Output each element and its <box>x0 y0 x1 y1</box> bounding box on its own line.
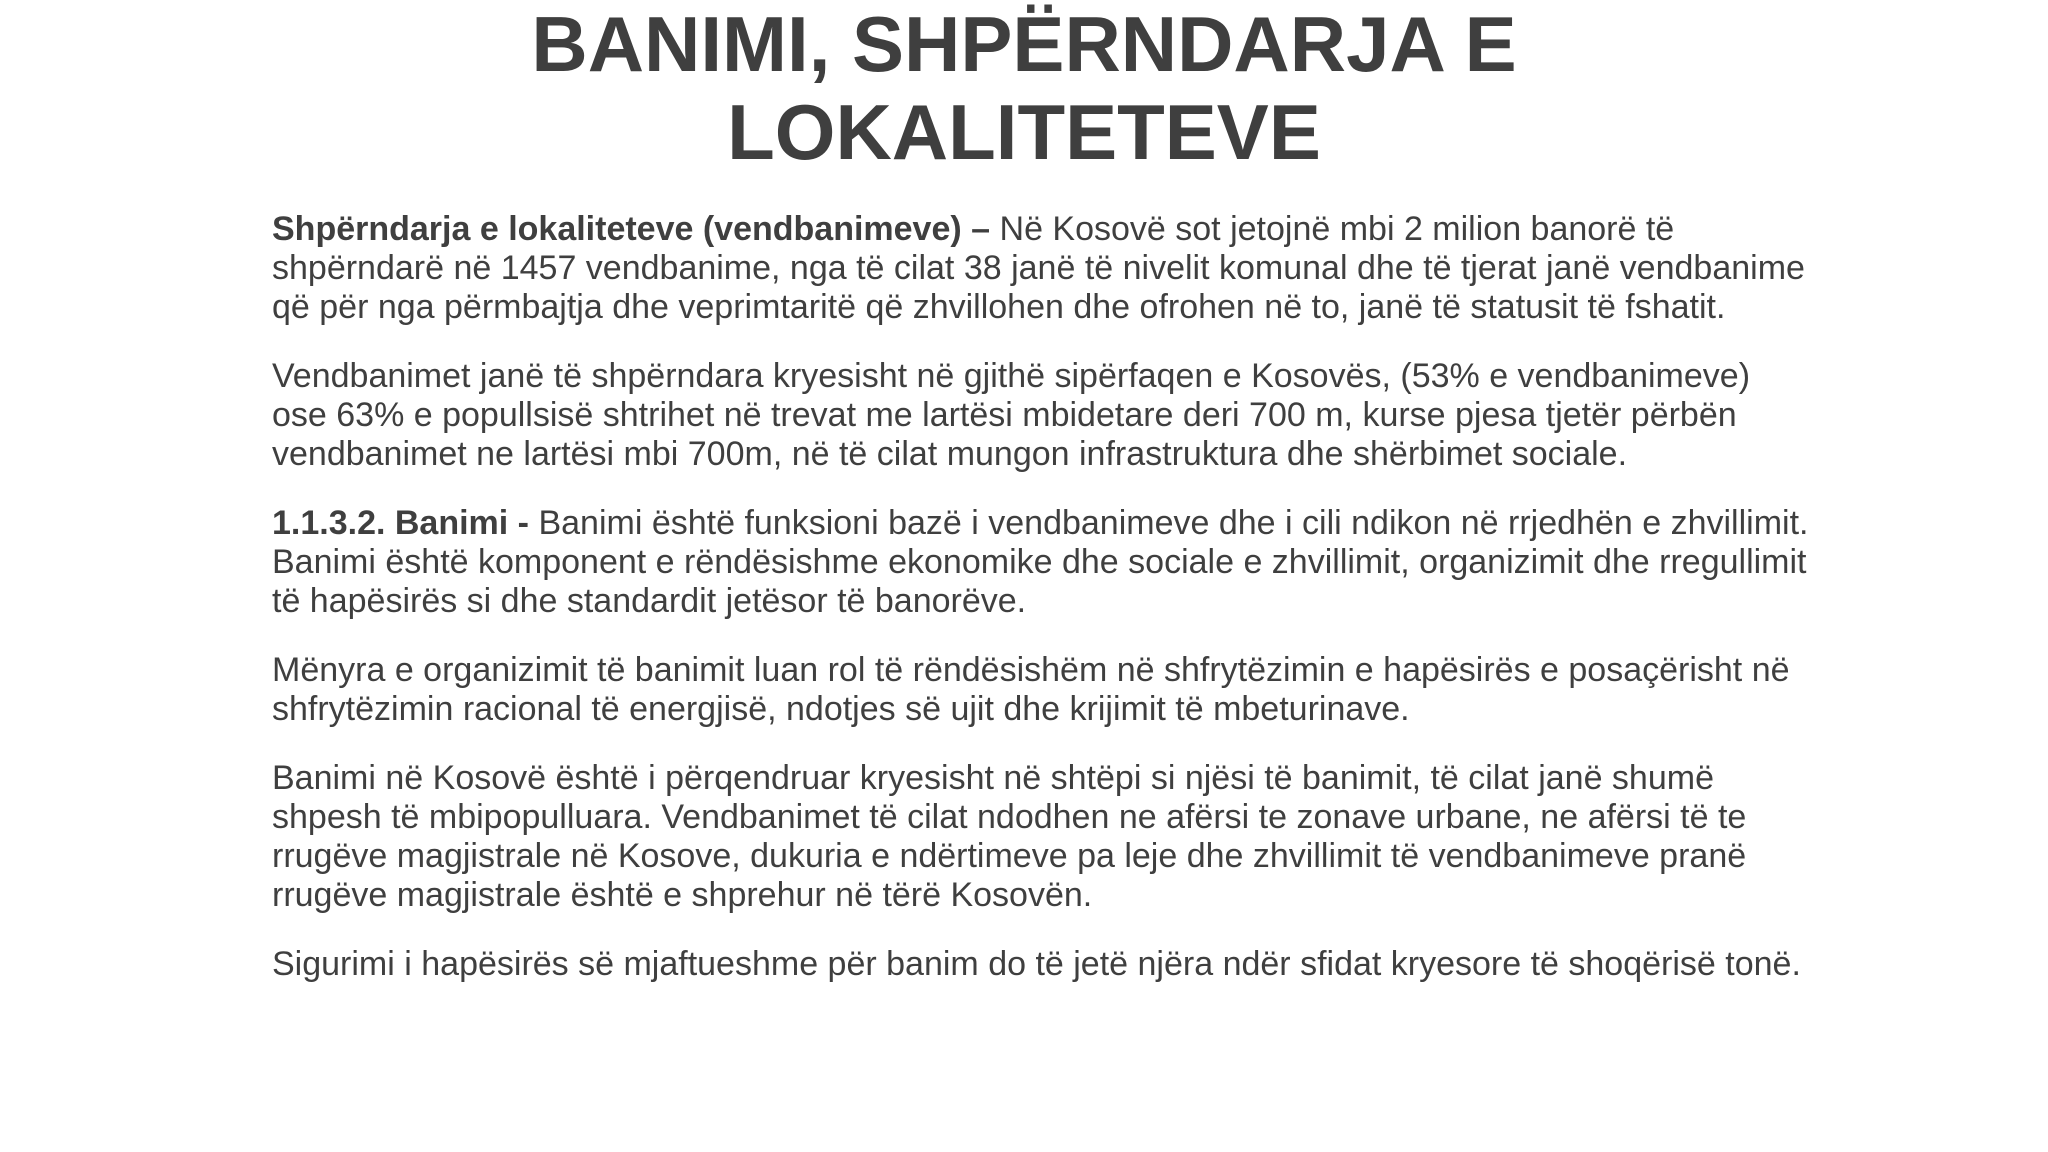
paragraph-heading: 1.1.3.2. Banimi - <box>272 504 529 542</box>
paragraph-text: Mënyra e organizimit të banimit luan rol të rëndësishëm në shfrytëzimin e hapësirës e posaçërisht në shfrytëzimin racional të energjisë, ndotjes së ujit dhe krijimit të mbeturinave. <box>272 651 1790 728</box>
paragraph-text: Në Kosovë sot jetojnë mbi 2 milion banorë të shpërndarë në 1457 vendbanime, nga të cilat 38 janë të nivelit komunal dhe të tjerat janë vendbanime që për nga përmbajtja dhe veprimtaritë që zhvillohen dhe ofrohen në to, janë të statusit të fshatit. <box>272 210 1805 326</box>
slide-title <box>0 0 2048 176</box>
paragraph-organization <box>272 651 1812 729</box>
paragraph-housing <box>272 504 1812 621</box>
paragraph-text: Banimi në Kosovë është i përqendruar kryesisht në shtëpi si njësi të banimit, të cilat janë shumë shpesh të mbipopulluara. Vendbanimet të cilat ndodhen ne afërsi te zonave urbane, ne afërsi të te rrugëve magjistrale në Kosove, dukuria e ndërtimeve pa leje dhe zhvillimit të vendbanimeve pranë rrugëve magjistrale është e shprehur në tërë Kosovën. <box>272 759 1747 914</box>
paragraph-altitude <box>272 357 1812 474</box>
slide-title-line-2: LOKALITETEVE <box>727 88 1321 176</box>
paragraph-text: Banimi është funksioni bazë i vendbanimeve dhe i cili ndikon në rrjedhën e zhvillimit. Banimi është komponent e rëndësishme ekonomike dhe sociale e zhvillimit, organizimit dhe rregullimit të hapësirës si dhe standardit jetësor të banorëve. <box>272 504 1809 620</box>
slide-body <box>272 210 1812 1014</box>
paragraph-text: Vendbanimet janë të shpërndara kryesisht në gjithë sipërfaqen e Kosovës, (53% e vendbanimeve) ose 63% e popullsisë shtrihet në trevat me lartësi mbidetare deri 700 m, kurse pjesa tjetër përbën vendbanimet ne lartësi mbi 700m, në të cilat mungon infrastruktura dhe shërbimet sociale. <box>272 357 1751 473</box>
slide-title-line-1: BANIMI, SHPËRNDARJA E <box>531 0 1517 88</box>
paragraph-kosovo-housing <box>272 759 1812 915</box>
paragraph-text: Sigurimi i hapësirës së mjaftueshme për banim do të jetë njëra ndër sfidat kryesore të shoqërisë tonë. <box>272 945 1801 983</box>
paragraph-challenge <box>272 945 1812 984</box>
paragraph-heading: Shpërndarja e lokaliteteve (vendbanimeve) – <box>272 210 991 248</box>
paragraph-distribution <box>272 210 1812 327</box>
